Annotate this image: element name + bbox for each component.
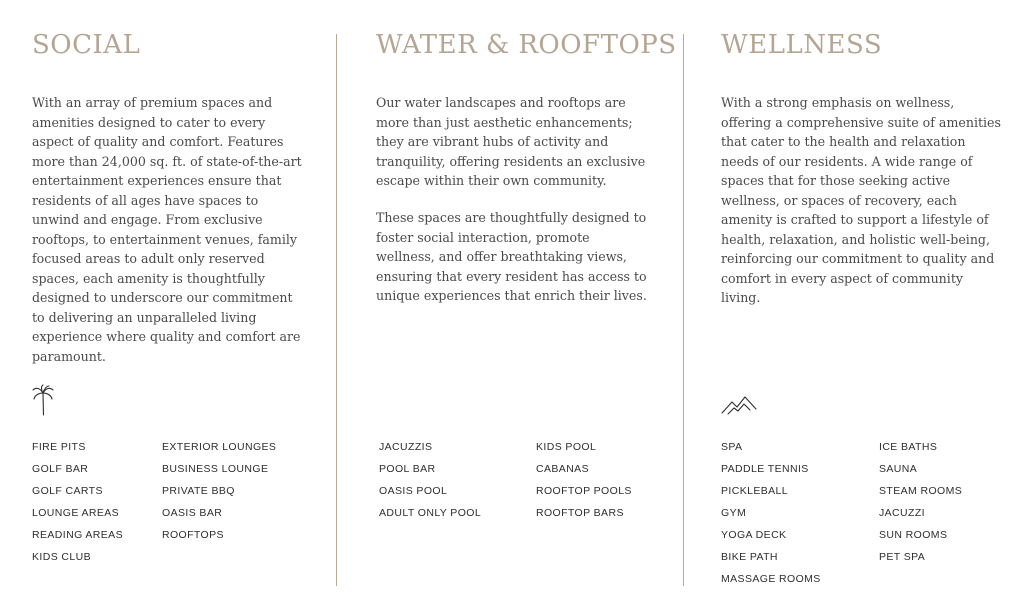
water-rooftops-heading: WATER & ROOFTOPS: [376, 30, 677, 60]
amenity-item: SAUNA: [879, 463, 918, 475]
social-amenities-right: [162, 438, 276, 548]
wellness-description: With a strong emphasis on wellness, offering a comprehensive suite of amenities that cater to the health and relaxation needs of our residents. A wide range of spaces that for those seeking active wellness, or spaces of recovery, each amenity is crafted to support a lifestyle of health, relaxation, and holistic well-being, reinforcing our commitment to quality and comfort in every aspect of community living.: [721, 95, 1001, 305]
amenity-item: GOLF BAR: [32, 463, 89, 475]
wellness-amenities-left: [721, 438, 821, 592]
amenity-item: ICE BATHS: [879, 441, 938, 453]
wellness-amenities-right: [879, 438, 962, 570]
column-divider: [683, 34, 684, 586]
wellness-section: [721, 0, 1011, 597]
amenity-item: FIRE PITS: [32, 441, 86, 453]
amenity-item: CABANAS: [536, 463, 589, 475]
amenity-item: KIDS POOL: [536, 441, 597, 453]
amenity-item: PRIVATE BBQ: [162, 485, 235, 497]
water-amenities-right: [536, 438, 632, 526]
social-amenities-left: [32, 438, 123, 570]
amenity-item: PICKLEBALL: [721, 485, 789, 497]
amenity-item: EXTERIOR LOUNGES: [162, 441, 277, 453]
amenity-item: ROOFTOPS: [162, 529, 224, 541]
amenity-item: STEAM ROOMS: [879, 485, 963, 497]
water-rooftops-section: [376, 0, 677, 597]
amenity-item: GOLF CARTS: [32, 485, 103, 497]
amenity-item: MASSAGE ROOMS: [721, 573, 821, 585]
amenity-item: PET SPA: [879, 551, 926, 563]
water-description-1: Our water landscapes and rooftops are more than just aesthetic enhancements; they are vibrant hubs of activity and tranquility, offering residents an exclusive escape within their own community.: [376, 95, 646, 188]
amenity-item: LOUNGE AREAS: [32, 507, 120, 519]
amenity-item: KIDS CLUB: [32, 551, 92, 563]
amenity-item: JACUZZI: [879, 507, 925, 519]
amenity-item: SUN ROOMS: [879, 529, 948, 541]
social-section: [32, 0, 322, 597]
amenity-item: ROOFTOP POOLS: [536, 485, 632, 497]
amenity-item: JACUZZIS: [379, 441, 433, 453]
amenity-item: OASIS POOL: [379, 485, 448, 497]
amenity-item: BIKE PATH: [721, 551, 778, 563]
amenity-item: BUSINESS LOUNGE: [162, 463, 269, 475]
amenity-item: PADDLE TENNIS: [721, 463, 809, 475]
amenity-item: READING AREAS: [32, 529, 123, 541]
mountains-icon: [721, 393, 757, 415]
social-description: With an array of premium spaces and amenities designed to cater to every aspect of quality and comfort. Features more than 24,000 sq. ft. of state-of-the-art entertainment experiences ensure that residents of all ages have spaces to unwind and engage. From exclusive rooftops, to entertainment venues, family focused areas to adult only reserved spaces, each amenity is thoughtfully designed to underscore our commitment to delivering an unparalleled living experience where quality and comfort are paramount.: [32, 95, 302, 364]
palm-tree-icon: [32, 384, 54, 416]
water-amenities-left: [379, 438, 481, 526]
amenity-item: ROOFTOP BARS: [536, 507, 624, 519]
water-description-2: These spaces are thoughtfully designed to foster social interaction, promote wellness, and offer breathtaking views, ensuring that every resident has access to unique experiences that enrich their lives.: [376, 210, 647, 303]
amenity-item: ADULT ONLY POOL: [379, 507, 482, 519]
column-divider: [336, 34, 337, 586]
social-heading: SOCIAL: [32, 30, 141, 60]
amenity-item: GYM: [721, 507, 747, 519]
wellness-heading: WELLNESS: [721, 30, 883, 60]
amenity-item: SPA: [721, 441, 743, 453]
amenity-item: YOGA DECK: [721, 529, 787, 541]
amenity-item: POOL BAR: [379, 463, 436, 475]
amenity-item: OASIS BAR: [162, 507, 223, 519]
